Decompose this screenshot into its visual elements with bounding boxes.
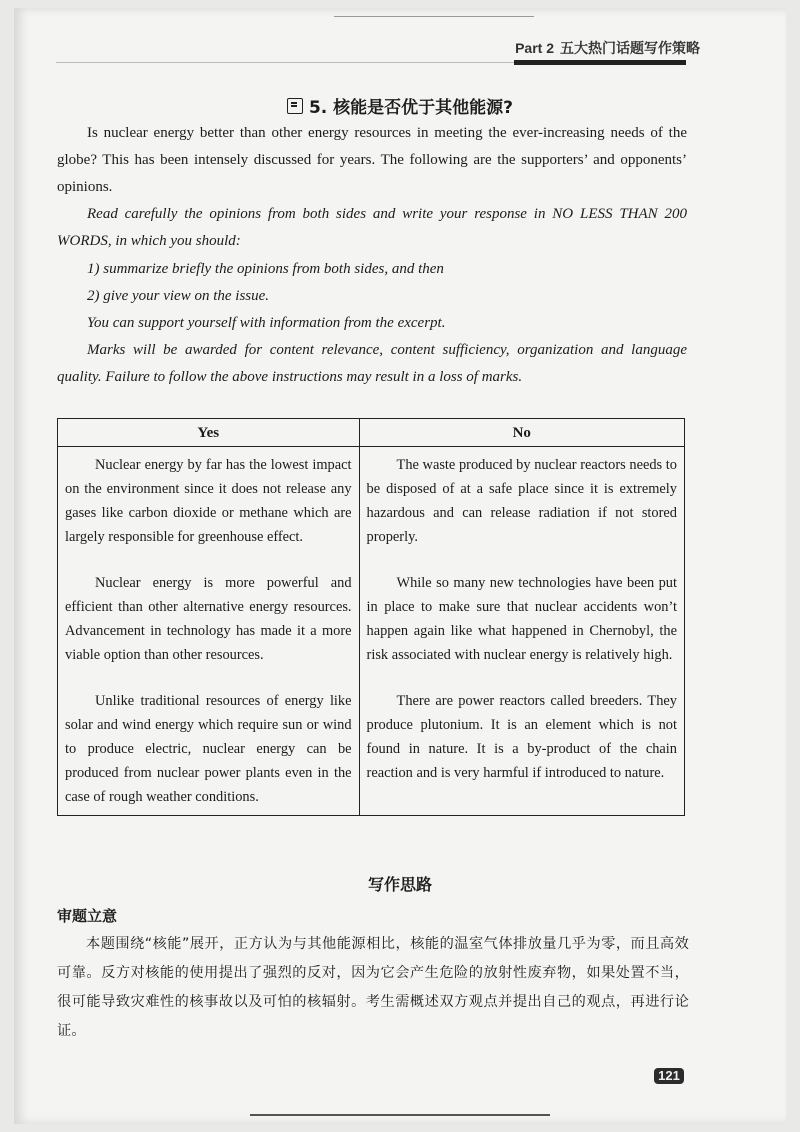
header-yes: Yes — [58, 419, 360, 447]
marks-note: Marks will be awarded for content relevance, content sufficiency, organization and language quality. Failure to follow the above instructions may result in a loss of marks. — [57, 342, 687, 385]
bottom-rule — [250, 1114, 550, 1116]
no-opinion: The waste produced by nuclear reactors needs to be disposed of at a safe place since it is extremely hazardous and can release radiation if not stored properly. — [366, 457, 677, 545]
header-no: No — [359, 419, 684, 447]
table-row — [58, 667, 685, 816]
table-header-row — [58, 419, 685, 447]
instruction-item-1: 1) summarize briefly the opinions from both sides, and then — [87, 261, 444, 277]
table-row — [58, 447, 685, 550]
analysis-subtitle: 审题立意 — [57, 907, 118, 925]
header-bar — [514, 60, 686, 65]
question-intro: Is nuclear energy better than other energy resources in meeting the ever-increasing needs of the globe? This has been intensely discussed for years. The following are the supporters’ and opponents’ opinions. — [57, 125, 687, 195]
document-icon — [287, 98, 303, 114]
yes-cell — [58, 549, 360, 667]
no-opinion: There are power reactors called breeders. They produce plutonium. It is an element which is not found in nature. It is a by-product of the chain reaction and is very harmful if introduced to nature. — [366, 693, 677, 781]
writing-approach-title: 写作思路 — [367, 875, 432, 894]
no-cell — [359, 667, 684, 816]
instruction-item-2: 2) give your view on the issue. — [87, 288, 270, 304]
yes-cell — [58, 667, 360, 816]
no-cell — [359, 447, 684, 550]
header-rule — [56, 62, 516, 63]
no-opinion: While so many new technologies have been put in place to make sure that nuclear accidents won’t happen again like what happened in Chernobyl, the risk associated with nuclear energy is relatively high. — [366, 575, 677, 663]
opinions-table — [57, 418, 685, 816]
yes-cell — [58, 447, 360, 550]
no-cell — [359, 549, 684, 667]
question-title-text: 5. 核能是否优于其他能源? — [308, 98, 514, 118]
running-head-part: Part 2 — [515, 40, 554, 56]
table-row — [58, 549, 685, 667]
yes-opinion: Nuclear energy by far has the lowest impact on the environment since it does not release any gases like carbon dioxide or methane which are largely responsible for greenhouse effect. — [65, 457, 352, 545]
top-rule — [334, 16, 534, 17]
question-title — [0, 93, 800, 118]
page-number: 121 — [654, 1068, 684, 1084]
running-head-section: 五大热门话题写作策略 — [560, 41, 700, 57]
question-instruction: Read carefully the opinions from both sides and write your response in NO LESS THAN 200 WORDS, in which you should: — [57, 206, 687, 249]
analysis-body: 本题围绕“核能”展开，正方认为与其他能源相比，核能的温室气体排放量几乎为零，而且高效可靠。反方对核能的使用提出了强烈的反对，因为它会产生危险的放射性废弃物，如果处置不当，很可能导致灾难性的核事故以及可怕的核辐射。考生需概述双方观点并提出自己的观点，再进行论证。 — [57, 936, 689, 1039]
support-note: You can support yourself with information from the excerpt. — [87, 315, 446, 331]
running-head — [515, 38, 700, 58]
yes-opinion: Nuclear energy is more powerful and efficient than other alternative energy resources. Advancement in technology has made it a more viable option than other resources. — [65, 575, 352, 663]
yes-opinion: Unlike traditional resources of energy like solar and wind energy which require sun or wind to produce electric, nuclear energy can be produced from nuclear power plants even in the case of rough weather conditions. — [65, 693, 352, 805]
